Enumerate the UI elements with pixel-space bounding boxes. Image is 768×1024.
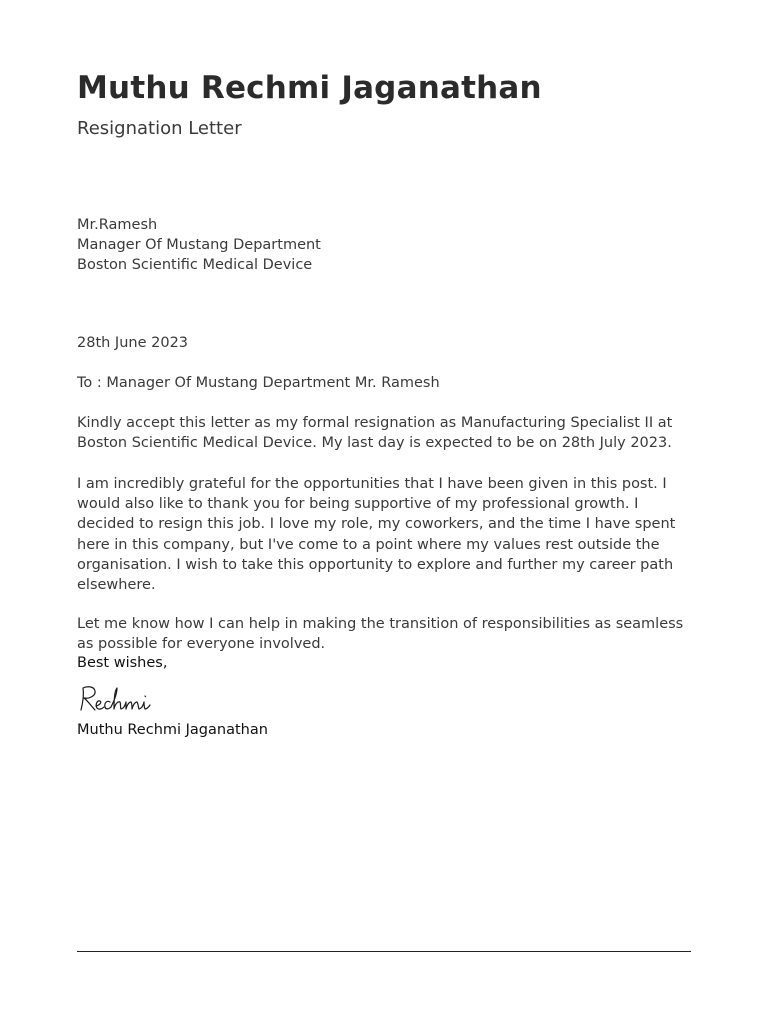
sender-name-heading: Muthu Rechmi Jaganathan [77, 70, 542, 106]
body-paragraph-2: I am incredibly grateful for the opportunities that I have been given in this post. I would also like to thank you for being supportive of my professional growth. I decided to resign this job. I love my role, my coworkers, and the time I have spent here in this company, but I've come to a point where my values rest outside the organisation. I wish to take this opportunity to explore and further my career path elsewhere. [77, 476, 676, 594]
document-subtitle: Resignation Letter [77, 118, 242, 139]
footer-divider [77, 951, 691, 952]
recipient-block [77, 215, 321, 276]
body-paragraph-3: Let me know how I can help in making the transition of responsibilities as seamless as possible for everyone involved. [77, 616, 684, 653]
recipient-name: Mr.Ramesh [77, 217, 158, 233]
letter-page [77, 0, 691, 1024]
salutation-line: To : Manager Of Mustang Department Mr. Ramesh [77, 375, 440, 391]
recipient-company: Boston Scientific Medical Device [77, 257, 313, 274]
signer-name: Muthu Rechmi Jaganathan [77, 722, 268, 738]
closing-line: Best wishes, [77, 655, 168, 671]
letter-date: 28th June 2023 [77, 335, 189, 351]
body-paragraph-1: Kindly accept this letter as my formal resignation as Manufacturing Specialist II at Boston Scientific Medical Device. My last day is expected to be on 28th July 2023. [77, 415, 673, 452]
recipient-title: Manager Of Mustang Department [77, 237, 321, 254]
handwritten-signature [77, 684, 177, 718]
